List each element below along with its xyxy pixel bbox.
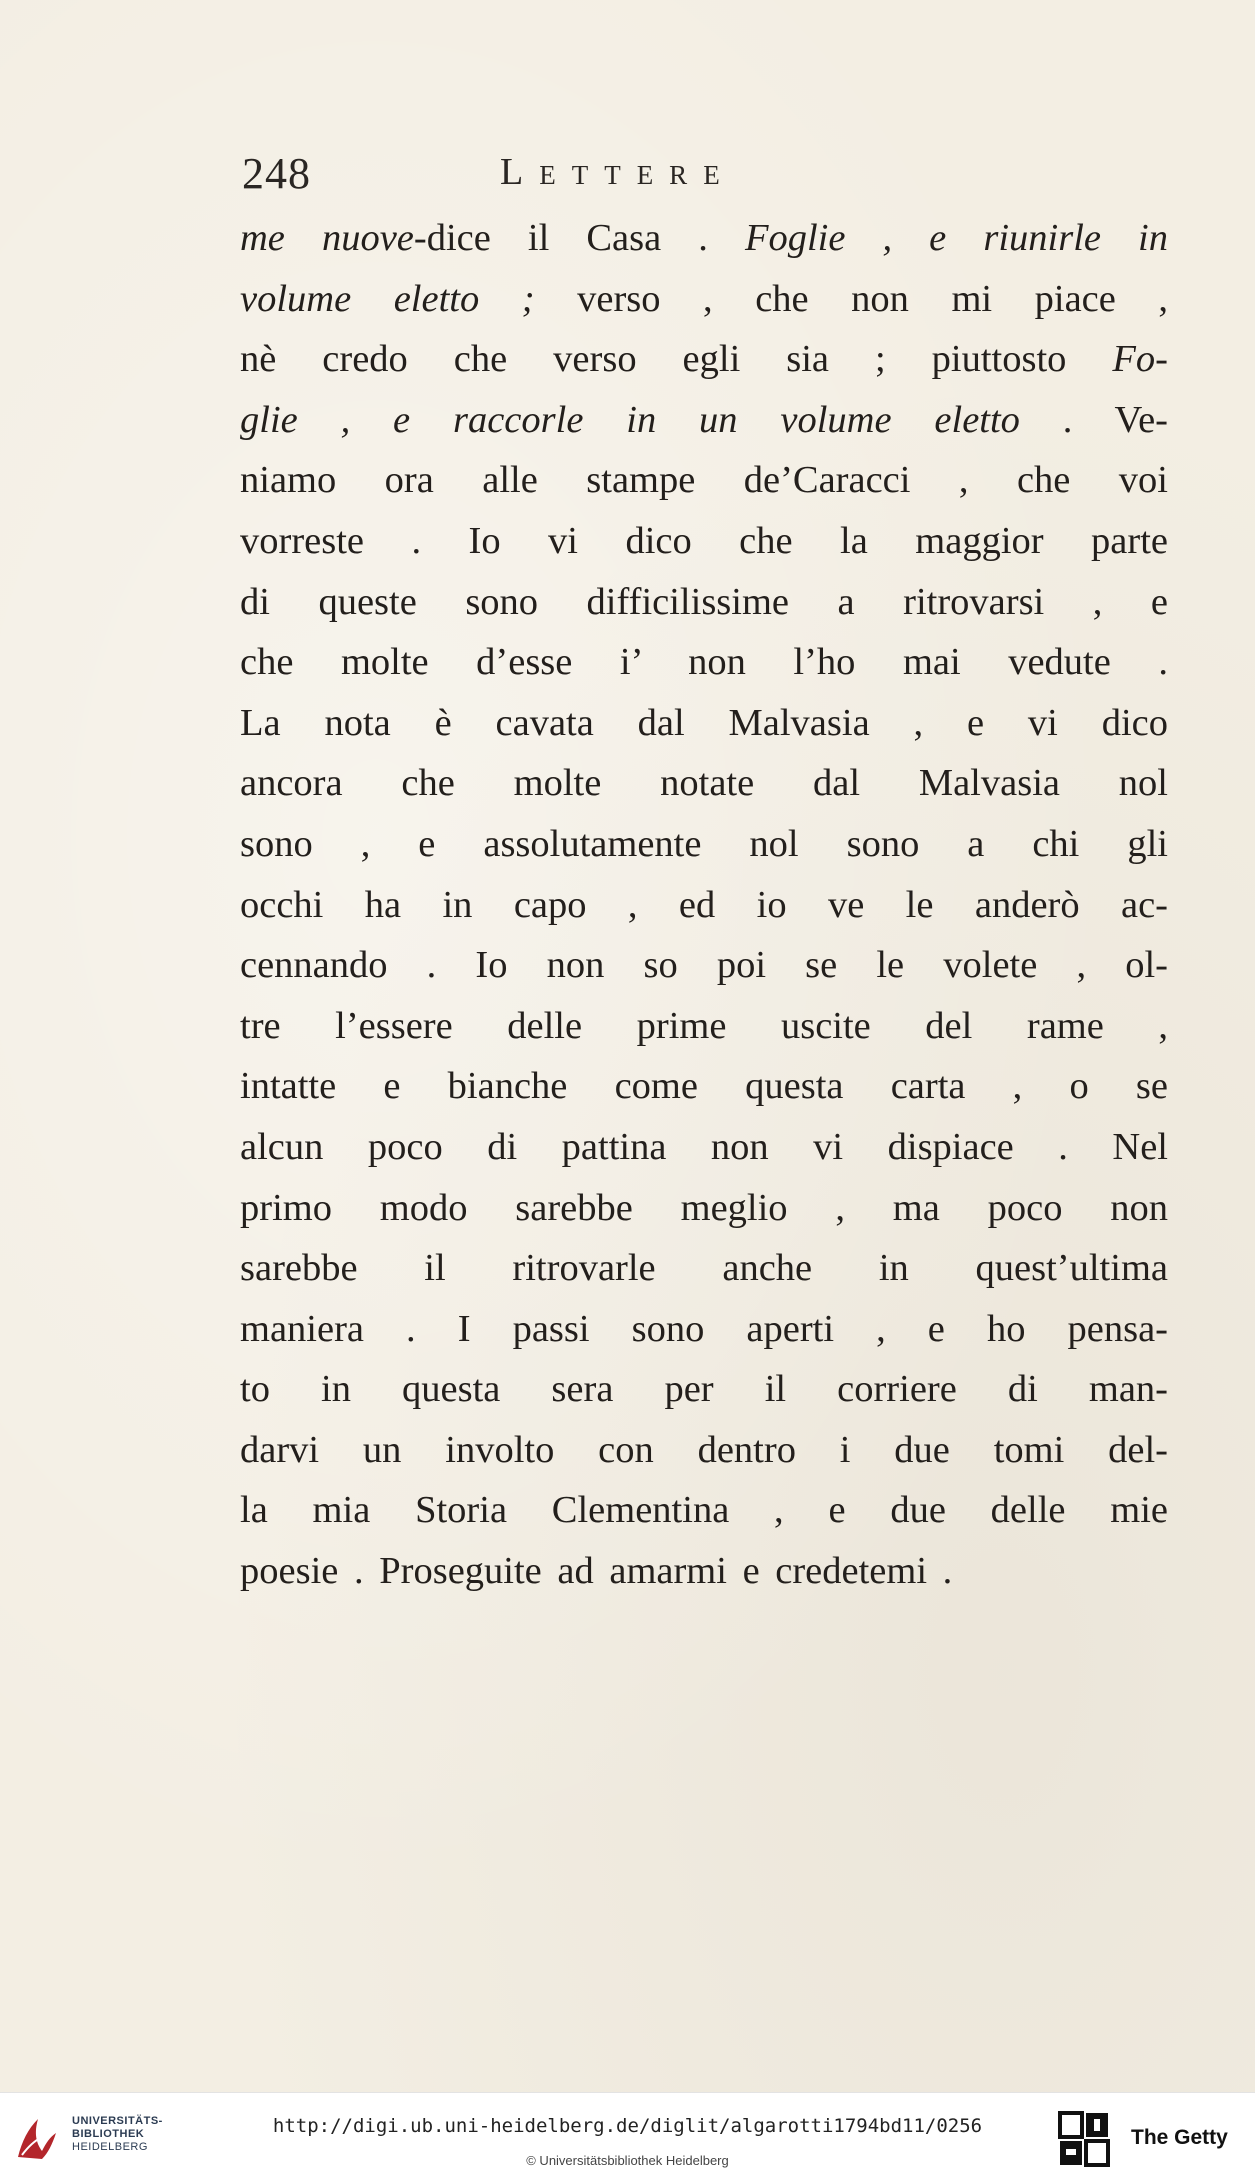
- text-line: to in questa sera per il corriere di man-: [240, 1368, 1168, 1411]
- text-line: vorreste . Io vi dico che la maggior parte: [240, 519, 1168, 562]
- partner-name: The Getty: [1131, 2126, 1228, 2149]
- permalink-url[interactable]: http://digi.ub.uni-heidelberg.de/diglit/algarotti1794bd11/0256: [272, 2115, 983, 2137]
- text-line: La nota è cavata dal Malvasia , e vi dico: [240, 701, 1168, 744]
- text-italic: Foglie , e riunirle in: [744, 217, 1168, 259]
- text-italic: volume eletto ;: [240, 277, 578, 320]
- text-line: ancora che molte notate dal Malvasia nol: [240, 762, 1168, 805]
- text-line: di queste sono difficilissime a ritrovarsi , e: [240, 580, 1168, 623]
- text-line: intatte e bianche come questa carta , o se: [240, 1065, 1168, 1108]
- library-name-line: UNIVERSITÄTS-: [72, 2115, 163, 2127]
- text-line: occhi ha in capo , ed io ve le anderò ac-: [240, 883, 1168, 926]
- text-line: [240, 390, 1168, 451]
- text-line: la mia Storia Clementina , e due delle mie: [240, 1489, 1168, 1532]
- text-italic: me nuove: [240, 217, 414, 259]
- text-line: [240, 329, 1168, 390]
- page-number: 248: [242, 149, 311, 198]
- letter-body: [240, 208, 1168, 1602]
- text-line: che molte d’esse i’ non l’ho mai vedute .: [240, 641, 1168, 684]
- copyright-notice: © Universitätsbibliothek Heidelberg: [526, 2153, 729, 2168]
- text-line: sarebbe il ritrovarle anche in quest’ultima: [240, 1247, 1168, 1290]
- viewer-footer: [0, 2092, 1255, 2182]
- library-name-line: HEIDELBERG: [72, 2141, 148, 2153]
- text-line: alcun poco di pattina non vi dispiace . Nel: [240, 1125, 1168, 1168]
- text-line: poesie . Proseguite ad amarmi e credetemi .: [240, 1550, 953, 1593]
- running-title: Lettere: [500, 151, 736, 193]
- page-header: [242, 148, 902, 200]
- text-line: [240, 208, 1168, 269]
- text-line: darvi un involto con dentro i due tomi del-: [240, 1428, 1168, 1471]
- text-line: primo modo sarebbe meglio , ma poco non: [240, 1186, 1168, 1229]
- text-roman: nè credo che verso egli sia ; piuttosto: [240, 338, 1113, 381]
- text-line: cennando . Io non so poi se le volete , ol-: [240, 944, 1168, 987]
- text-italic: glie , e raccorle in un volume eletto: [240, 398, 1020, 441]
- text-line: tre l’essere delle prime uscite del rame ,: [240, 1004, 1168, 1047]
- text-italic: Fo-: [1112, 338, 1168, 381]
- text-line: niamo ora alle stampe de’Caracci , che voi: [240, 459, 1168, 502]
- text-roman: -dice il Casa .: [413, 217, 745, 259]
- text-line: [240, 269, 1168, 330]
- text-line: sono , e assolutamente nol sono a chi gli: [240, 822, 1168, 865]
- library-name-line: BIBLIOTHEK: [72, 2128, 145, 2140]
- text-roman: . Ve-: [1019, 398, 1169, 441]
- text-line: maniera . I passi sono aperti , e ho pensa-: [240, 1307, 1168, 1350]
- getty-logo-icon: [1058, 2111, 1110, 2167]
- text-roman: verso , che non mi piace ,: [577, 277, 1169, 320]
